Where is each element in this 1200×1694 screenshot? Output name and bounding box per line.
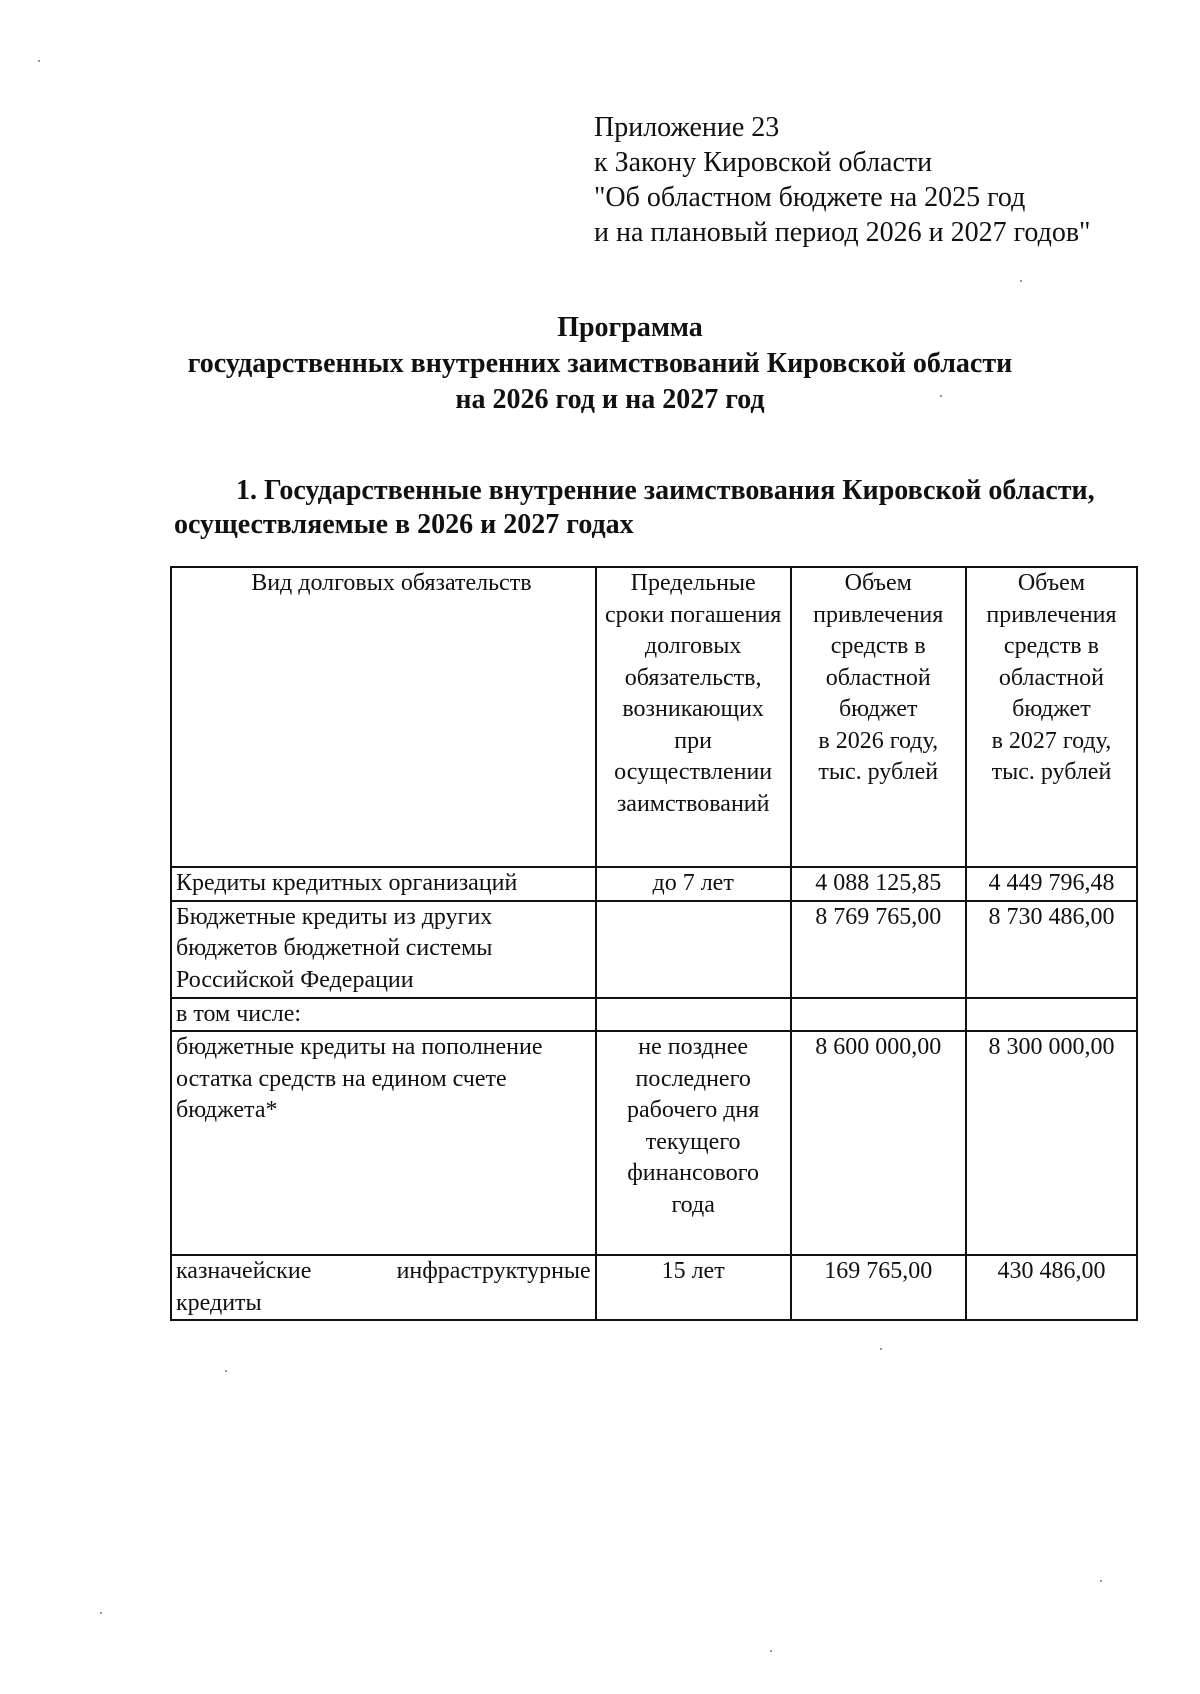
header-line: Объем (844, 570, 912, 596)
cell-line (176, 1256, 591, 1288)
cell-line: остатка средств на едином счете (176, 1065, 507, 1092)
header-repayment-term (596, 567, 791, 867)
cell-volume-2026 (791, 998, 966, 1032)
cell-line: финансового (627, 1160, 760, 1186)
section-heading-line: 1. Государственные внутренние заимствования Кировской области, (236, 475, 1095, 506)
cell-line: бюджетные кредиты на пополнение (176, 1034, 543, 1060)
section-heading-line: осуществляемые в 2026 и 2027 годах (174, 509, 634, 540)
header-line: бюджет (1012, 696, 1091, 722)
cell-line: года (671, 1191, 715, 1218)
cell-line: последнего (635, 1065, 751, 1092)
cell-repayment-term: до 7 лет (596, 867, 791, 901)
document-title (0, 310, 1200, 418)
header-line: возникающих (622, 696, 764, 722)
header-line: сроки погашения (604, 601, 782, 628)
cell-repayment-term: 15 лет (596, 1255, 791, 1320)
header-line: в 2027 году, (991, 727, 1112, 754)
scan-speck (1100, 1580, 1102, 1582)
scan-speck (880, 1348, 882, 1350)
cell-volume-2027 (966, 998, 1137, 1032)
table-header-row (171, 567, 1137, 867)
annex-line: "Об областном бюджете на 2025 год (594, 182, 1026, 213)
header-line: тыс. рублей (991, 759, 1112, 785)
cell-line: бюджета* (176, 1097, 278, 1123)
cell-repayment-term (596, 1031, 791, 1255)
section-heading (174, 474, 1095, 542)
cell-word: инфраструктурные (396, 1258, 591, 1284)
table-row (171, 998, 1137, 1032)
header-line: тыс. рублей (818, 759, 939, 785)
annex-line: к Закону Кировской области (594, 147, 933, 178)
cell-volume-2027: 8 300 000,00 (966, 1031, 1137, 1255)
scan-speck (38, 60, 40, 62)
cell-debt-type (171, 901, 596, 998)
cell-repayment-term (596, 901, 791, 998)
header-line: привлечения (986, 601, 1117, 628)
cell-volume-2027: 430 486,00 (966, 1255, 1137, 1320)
cell-repayment-term (596, 998, 791, 1032)
header-volume-2027 (966, 567, 1137, 867)
table-row (171, 867, 1137, 901)
header-line: средств в (1003, 633, 1099, 659)
table-row (171, 901, 1137, 998)
cell-volume-2026: 8 600 000,00 (791, 1031, 966, 1255)
cell-word: казначейские (176, 1258, 312, 1284)
cell-debt-type: в том числе: (171, 998, 596, 1032)
scan-speck (940, 395, 942, 397)
table-row (171, 1031, 1137, 1255)
header-line: долговых (644, 633, 742, 659)
header-line: областной (998, 664, 1104, 691)
cell-debt-type (171, 1031, 596, 1255)
borrowings-table (170, 566, 1138, 1321)
cell-line: не позднее (638, 1034, 749, 1060)
cell-volume-2027: 8 730 486,00 (966, 901, 1137, 998)
header-line: заимствований (616, 790, 770, 817)
header-debt-type: Вид долговых обязательств (171, 567, 596, 867)
header-line: Предельные (630, 570, 756, 596)
header-line: обязательств, (624, 664, 762, 691)
header-line: областной (825, 664, 931, 691)
cell-volume-2027: 4 449 796,48 (966, 867, 1137, 901)
scan-speck (770, 1650, 772, 1652)
header-line: средств в (830, 633, 926, 659)
cell-debt-type: Кредиты кредитных организаций (171, 867, 596, 901)
header-line: бюджет (838, 696, 918, 722)
header-line: Объем (1017, 570, 1086, 596)
cell-line: рабочего дня (626, 1097, 760, 1123)
header-line: привлечения (813, 601, 944, 628)
cell-line: кредиты (176, 1289, 262, 1316)
cell-line: текущего (645, 1128, 741, 1155)
header-volume-2026 (791, 567, 966, 867)
scan-speck (225, 1370, 227, 1372)
cell-volume-2026: 169 765,00 (791, 1255, 966, 1320)
header-line: при (674, 727, 712, 754)
cell-volume-2026: 8 769 765,00 (791, 901, 966, 998)
cell-line: бюджетов бюджетной системы (176, 935, 493, 961)
cell-line: Российской Федерации (176, 966, 414, 993)
title-line: на 2026 год и на 2027 год (455, 384, 765, 415)
header-line: осуществлении (614, 759, 773, 785)
header-line: в 2026 году, (818, 727, 939, 754)
cell-volume-2026: 4 088 125,85 (791, 867, 966, 901)
cell-line: Бюджетные кредиты из других (176, 903, 493, 930)
scan-speck (100, 1612, 102, 1614)
annex-line: и на плановый период 2026 и 2027 годов" (594, 217, 1091, 248)
table-row (171, 1255, 1137, 1320)
cell-debt-type (171, 1255, 596, 1320)
annex-reference (594, 110, 1090, 250)
title-line: государственных внутренних заимствований Кировской области (187, 348, 1013, 379)
annex-line: Приложение 23 (594, 112, 780, 143)
scan-speck (1020, 280, 1022, 282)
title-line: Программа (557, 312, 703, 343)
